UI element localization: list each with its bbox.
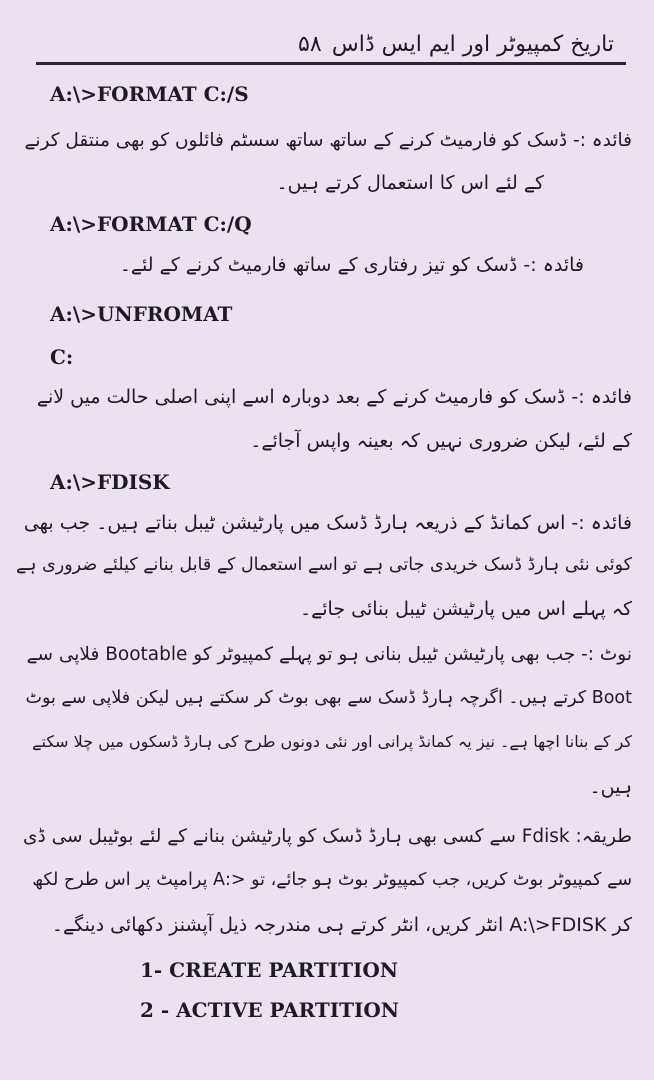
paragraph-line: فائدہ :- ڈسک کو فارمیٹ کرنے کے ساتھ ساتھ سسٹم فائلوں کو بھی منتقل کرنے xyxy=(24,130,632,151)
note-line: کر کے بنانا اچھا ہے۔ نیز یہ کمانڈ پرانی اور نئی دونوں طرح کی ہارڈ ڈسکوں میں چلا سکتے xyxy=(32,732,632,751)
paragraph-line: کہ پہلے اس میں پارٹیشن ٹیبل بنائی جائے۔ xyxy=(300,598,632,620)
paragraph-line: کوئی نئی ہارڈ ڈسک خریدی جاتی ہے تو اسے استعمال کے قابل بنانے کیلئے ضروری ہے xyxy=(16,555,632,575)
command-fdisk: A:\>FDISK xyxy=(50,470,170,494)
header-rule xyxy=(36,62,626,65)
method-line: کر A:\>FDISK انٹر کریں، انٹر کرتے ہی مندرجہ ذیل آپشنز دکھائی دینگے۔ xyxy=(51,914,632,936)
paragraph-line: کے لئے، لیکن ضروری نہیں کہ بعینہ واپس آجائے۔ xyxy=(250,430,632,452)
paragraph-line: فائدہ :- ڈسک کو فارمیٹ کرنے کے بعد دوبارہ اسے اپنی اصلی حالت میں لانے xyxy=(36,386,632,408)
page-header xyxy=(36,30,622,64)
book-title: تاریخ کمپیوٹر اور ایم ایس ڈاس xyxy=(331,32,614,57)
page-number: ۵۸ xyxy=(298,32,322,57)
paragraph-line: کے لئے اس کا استعمال کرتے ہیں۔ xyxy=(276,172,544,194)
command-format-s: A:\>FORMAT C:/S xyxy=(50,82,249,106)
command-unformat: A:\>UNFROMAT xyxy=(50,302,233,326)
command-unformat-drive: C: xyxy=(50,345,74,369)
method-line: سے کمپیوٹر بوٹ کریں، جب کمپیوٹر بوٹ ہو جائے، تو <:A پرامپٹ پر اس طرح لکھ xyxy=(32,870,632,890)
method-line: طریقہ: Fdisk سے کسی بھی ہارڈ ڈسک کو پارٹیشن بنانے کے لئے بوٹیبل سی ڈی xyxy=(23,826,632,847)
command-format-q: A:\>FORMAT C:/Q xyxy=(50,212,252,236)
paragraph-line: فائدہ :- اس کمانڈ کے ذریعہ ہارڈ ڈسک میں پارٹیشن ٹیبل بناتے ہیں۔ جب بھی xyxy=(23,512,632,534)
paragraph-line: فائدہ :- ڈسک کو تیز رفتاری کے ساتھ فارمیٹ کرنے کے لئے۔ xyxy=(119,254,584,276)
note-line: Boot کرتے ہیں۔ اگرچہ ہارڈ ڈسک سے بھی بوٹ کر سکتے ہیں لیکن فلاپی سے بوٹ xyxy=(25,688,632,708)
note-line: ہیں۔ xyxy=(589,776,632,798)
option-active-partition: 2 - ACTIVE PARTITION xyxy=(140,998,400,1022)
option-create-partition: 1- CREATE PARTITION xyxy=(140,958,399,982)
note-line: نوٹ :- جب بھی پارٹیشن ٹیبل بنانی ہو تو پہلے کمپیوٹر کو Bootable فلاپی سے xyxy=(26,644,632,665)
